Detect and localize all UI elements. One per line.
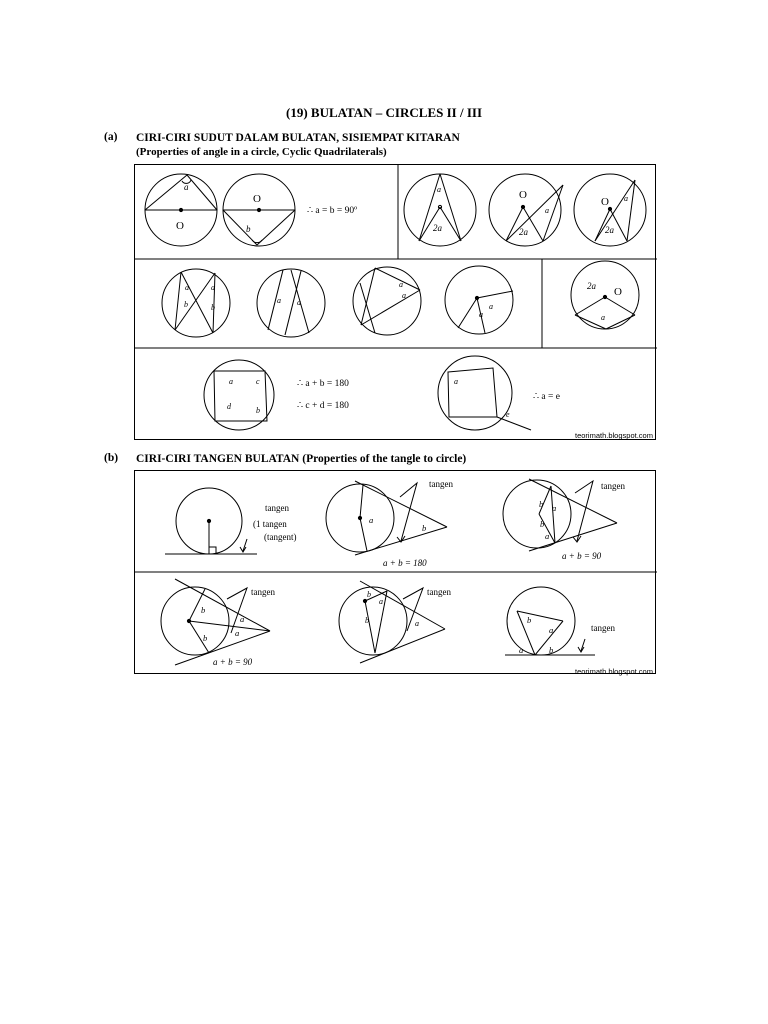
equation-ab-90: ∴ a = b = 90º bbox=[307, 206, 358, 216]
label-O: O bbox=[601, 196, 609, 208]
label-a: a bbox=[479, 310, 483, 319]
label-a: a bbox=[415, 619, 419, 628]
label-a: a bbox=[369, 515, 374, 525]
label-a: a bbox=[235, 628, 240, 638]
label-b: b bbox=[527, 615, 532, 625]
section-a-label: (a) bbox=[104, 131, 118, 143]
label-a: a bbox=[184, 182, 189, 192]
label-a: a bbox=[211, 283, 215, 292]
equation-ab-90: a + b = 90 bbox=[562, 551, 602, 561]
label-2a: 2a bbox=[433, 223, 442, 233]
section-a-title: CIRI-CIRI SUDUT DALAM BULATAN, SISIEMPAT KITARAN bbox=[136, 132, 460, 144]
equation-ab-90: a + b = 90 bbox=[213, 657, 253, 667]
tangen-label: tangen bbox=[427, 587, 451, 597]
tangen-label: tangen bbox=[601, 481, 625, 491]
section-b-label: (b) bbox=[104, 452, 119, 464]
label-a: a bbox=[552, 503, 557, 513]
label-a: a bbox=[240, 614, 245, 624]
tangen-label: tangen bbox=[591, 623, 615, 633]
label-O: O bbox=[614, 286, 622, 298]
same-segment-diagram-2 bbox=[257, 269, 325, 337]
label-a: a bbox=[519, 645, 524, 655]
label-2a: 2a bbox=[519, 227, 528, 237]
section-b-figure bbox=[134, 470, 656, 674]
tangen-note-2: (tangent) bbox=[264, 532, 297, 542]
label-d: d bbox=[227, 402, 231, 411]
label-a: a bbox=[489, 302, 493, 311]
page-title: (19) BULATAN – CIRCLES II / III bbox=[286, 105, 482, 120]
label-a: a bbox=[601, 313, 605, 322]
label-a: a bbox=[454, 377, 458, 386]
label-b: b bbox=[549, 645, 554, 655]
semicircle-diagram-1 bbox=[145, 174, 217, 246]
semicircle-diagram-2 bbox=[223, 174, 295, 246]
section-a-heading bbox=[136, 131, 460, 159]
two-tangents-diagram-2 bbox=[503, 479, 617, 551]
label-b: b bbox=[256, 406, 260, 415]
cyclic-quadrilateral-diagram-2 bbox=[438, 356, 531, 430]
section-b-diagrams bbox=[135, 471, 657, 675]
label-a: a bbox=[437, 185, 441, 194]
label-a: a bbox=[549, 625, 554, 635]
label-b: b bbox=[367, 590, 371, 599]
label-a: a bbox=[399, 280, 403, 289]
label-b: b bbox=[422, 523, 427, 533]
section-b-credit: teorimath.blogspot.com bbox=[575, 667, 653, 676]
label-e: e bbox=[506, 410, 510, 419]
label-b: b bbox=[201, 605, 206, 615]
centre-angle-diagram-3 bbox=[574, 174, 646, 246]
section-a-figure bbox=[134, 164, 656, 440]
equation-a-e: ∴ a = e bbox=[533, 392, 560, 402]
equation-ab-180: a + b = 180 bbox=[383, 558, 427, 568]
label-a: a bbox=[229, 377, 233, 386]
label-O: O bbox=[519, 189, 527, 201]
label-O: O bbox=[253, 193, 261, 205]
tangen-label: tangen bbox=[429, 479, 453, 489]
label-c: c bbox=[256, 377, 260, 386]
equation-cd-180: ∴ c + d = 180 bbox=[297, 401, 349, 411]
label-O: O bbox=[176, 220, 184, 232]
label-a: a bbox=[545, 206, 549, 215]
label-b: b bbox=[246, 224, 251, 234]
cyclic-quadrilateral-diagram-1 bbox=[204, 360, 274, 430]
section-a-diagrams bbox=[135, 165, 657, 441]
section-b-heading: CIRI-CIRI TANGEN BULATAN (Properties of the tangle to circle) bbox=[136, 453, 467, 465]
label-b: b bbox=[540, 519, 545, 529]
label-b: b bbox=[539, 499, 544, 509]
label-a: a bbox=[379, 597, 383, 606]
label-a: a bbox=[297, 298, 301, 307]
label-2a: 2a bbox=[605, 225, 614, 235]
label-b: b bbox=[365, 616, 369, 625]
centre-2a-diagram bbox=[571, 261, 639, 329]
tangen-label: tangen bbox=[265, 503, 289, 513]
label-b: b bbox=[211, 303, 215, 312]
label-a: a bbox=[402, 291, 406, 300]
section-a-credit: teorimath.blogspot.com bbox=[575, 431, 653, 440]
same-segment-diagram-3 bbox=[353, 267, 421, 335]
label-a: a bbox=[185, 283, 189, 292]
tangen-label: tangen bbox=[251, 587, 275, 597]
label-a: a bbox=[545, 531, 550, 541]
two-tangents-diagram-1 bbox=[326, 481, 447, 555]
same-segment-diagram-1 bbox=[162, 269, 230, 337]
tangen-note-1: (1 tangen bbox=[253, 519, 287, 529]
label-b: b bbox=[184, 300, 188, 309]
label-a: a bbox=[624, 194, 628, 203]
section-a-subtitle: (Properties of angle in a circle, Cyclic Quadrilaterals) bbox=[136, 146, 387, 158]
centre-chord-diagram bbox=[445, 266, 513, 334]
label-a: a bbox=[277, 296, 281, 305]
label-b: b bbox=[203, 633, 208, 643]
equation-ab-180: ∴ a + b = 180 bbox=[297, 379, 349, 389]
label-2a: 2a bbox=[587, 281, 596, 291]
tangent-radius-diagram bbox=[165, 488, 257, 554]
